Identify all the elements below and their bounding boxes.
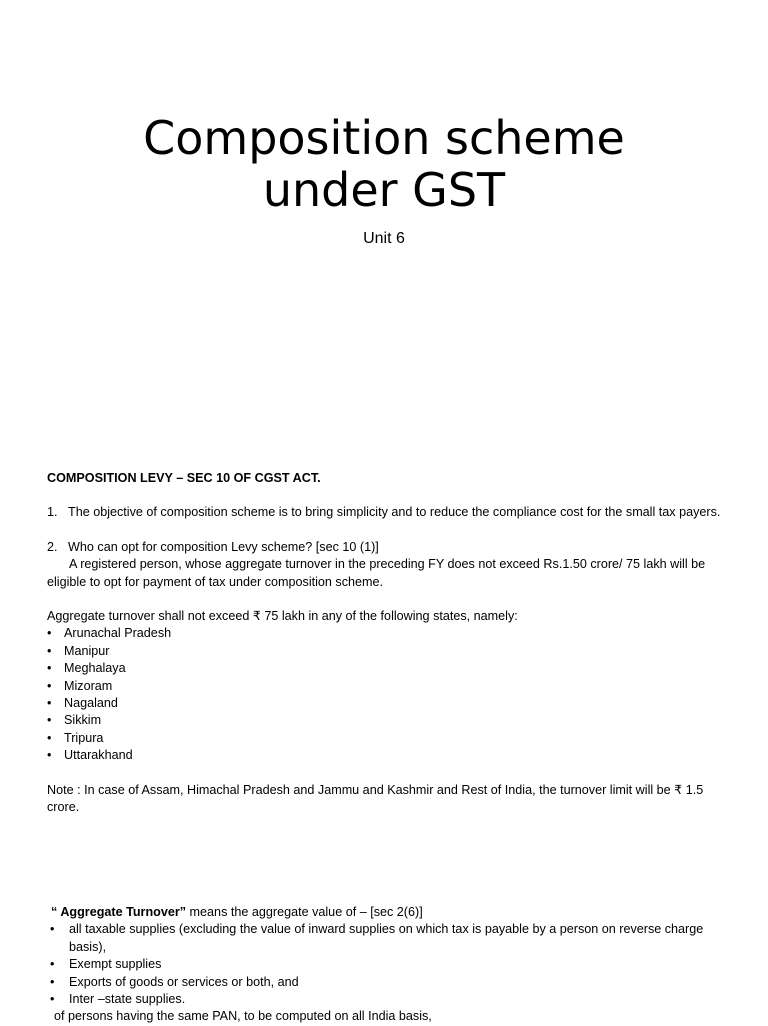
defined-term: “ Aggregate Turnover” — [51, 905, 187, 919]
numbered-item-2-text: Who can opt for composition Levy scheme? [sec 10 (1)] — [68, 539, 379, 554]
bullet-icon: • — [47, 661, 52, 676]
eligibility-paragraph: A registered person, whose aggregate turnover in the preceding FY does not exceed Rs.1.50 crore/ 75 lakh will be eligible to opt for payment of tax under composition scheme. — [47, 557, 706, 589]
bullet-icon: • — [50, 957, 55, 972]
numbered-item-1-number: 1. — [47, 505, 58, 520]
list-item: • Exports of goods or services or both, and — [47, 974, 727, 991]
list-item: • Uttarakhand — [47, 747, 727, 764]
numbered-list — [47, 504, 727, 556]
states-list — [47, 625, 727, 764]
bullet-icon: • — [50, 922, 55, 937]
list-item: • all taxable supplies (excluding the value of inward supplies on which tax is payable by a person on reverse charge basis), — [50, 922, 704, 954]
bullet-icon: • — [47, 713, 52, 728]
bullet-icon: • — [47, 678, 52, 693]
bullet-icon: • — [50, 992, 55, 1007]
definition-text: means the aggregate value of – [sec 2(6)] — [186, 905, 423, 919]
turnover-note: Note : In case of Assam, Himachal Pradesh and Jammu and Kashmir and Rest of India, the turnover limit will be ₹ 1.5 crore. — [47, 782, 704, 815]
slide-title-line-1: Composition scheme — [143, 111, 625, 165]
slide-subtitle: Unit 6 — [363, 230, 405, 247]
section-heading: COMPOSITION LEVY – SEC 10 OF CGST ACT. — [47, 471, 321, 485]
aggregate-turnover-definition — [51, 904, 727, 921]
slide-title-line-2: under GST — [262, 163, 506, 217]
list-item: • Inter –state supplies. — [47, 991, 727, 1008]
pan-basis-text: of persons having the same PAN, to be computed on all India basis, — [54, 1009, 432, 1024]
bullet-icon: • — [47, 748, 52, 763]
list-item: • Mizoram — [47, 678, 727, 695]
list-item: • Arunachal Pradesh — [47, 625, 727, 642]
bullet-icon: • — [47, 643, 52, 658]
states-intro: Aggregate turnover shall not exceed ₹ 75 lakh in any of the following states, namely: — [47, 609, 518, 624]
definition-slide-body — [47, 904, 727, 1026]
slide-title — [0, 112, 768, 216]
numbered-item-1 — [47, 504, 727, 521]
list-item: • Meghalaya — [47, 660, 727, 677]
list-item: • Sikkim — [47, 712, 727, 729]
numbered-item-1-text: The objective of composition scheme is to bring simplicity and to reduce the compliance cost for the small tax payers. — [68, 505, 721, 520]
list-item: • Manipur — [47, 643, 727, 660]
supplies-list — [47, 921, 727, 1008]
list-item: • Exempt supplies — [47, 956, 727, 973]
list-item: • Nagaland — [47, 695, 727, 712]
bullet-icon: • — [47, 730, 52, 745]
list-item: • Tripura — [47, 730, 727, 747]
numbered-item-2-number: 2. — [47, 539, 58, 554]
bullet-icon: • — [47, 626, 52, 641]
content-slide-body — [47, 470, 727, 817]
bullet-icon: • — [47, 696, 52, 711]
numbered-item-2 — [47, 539, 727, 556]
bullet-icon: • — [50, 974, 55, 989]
